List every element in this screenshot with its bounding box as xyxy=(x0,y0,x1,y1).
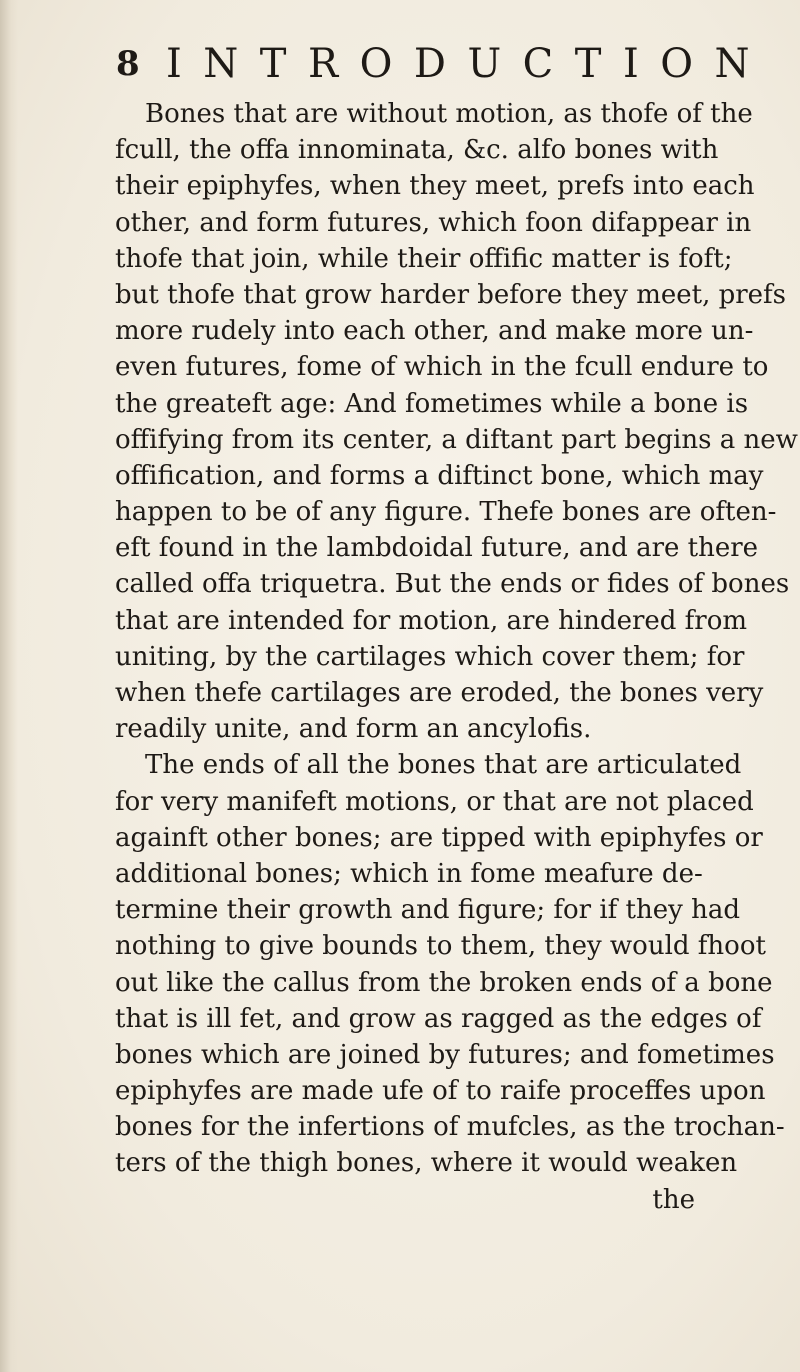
text-line: even futures, fome of which in the fcull endure to xyxy=(115,352,769,383)
text-line: bones which are joined by futures; and fometimes xyxy=(115,1039,775,1070)
text-line: their epiphyfes, when they meet, prefs into each xyxy=(115,171,755,202)
text-line: that are intended for motion, are hindered from xyxy=(115,605,748,636)
text-line: called offa triquetra. But the ends or fides of bones xyxy=(115,569,790,600)
text-line: Bones that are without motion, as thofe of the xyxy=(145,99,753,129)
catchword: the xyxy=(652,1184,695,1215)
text-line: out like the callus from the broken ends of a bone xyxy=(115,967,773,998)
text-line: fcull, the offa innominata, &c. alfo bones with xyxy=(115,135,719,166)
text-line: eft found in the lambdoidal future, and are there xyxy=(115,533,759,564)
text-line: offification, and forms a diftinct bone, which may xyxy=(115,460,764,491)
text-line: when thefe cartilages are eroded, the bones very xyxy=(115,678,764,708)
text-line: epiphyfes are made ufe of to raife proceffes upon xyxy=(115,1076,766,1107)
page-header xyxy=(116,41,772,92)
text-line: The ends of all the bones that are articulated xyxy=(145,750,742,781)
text-line: that is ill fet, and grow as ragged as the edges of xyxy=(115,1003,762,1034)
text-line: nothing to give bounds to them, they would fhoot xyxy=(115,931,766,962)
running-head: INTRODUCTION xyxy=(166,41,772,87)
text-line: additional bones; which in fome meafure de- xyxy=(115,858,703,889)
text-line: againft other bones; are tipped with epiphyfes or xyxy=(115,822,763,853)
text-line: uniting, by the cartilages which cover them; for xyxy=(115,641,745,672)
text-line: but thofe that grow harder before they meet, prefs xyxy=(115,279,787,310)
text-line: readily unite, and form an ancylofis. xyxy=(115,714,592,745)
page-gutter-shadow xyxy=(0,0,18,1372)
text-line: for very manifeft motions, or that are not placed xyxy=(115,786,754,817)
text-line: more rudely into each other, and make more un- xyxy=(115,316,754,347)
text-line: other, and form futures, which foon difappear in xyxy=(115,207,752,238)
text-line: termine their growth and figure; for if they had xyxy=(115,895,740,926)
text-line: offifying from its center, a diftant part begins a new xyxy=(115,424,798,455)
text-line: thofe that join, while their offific matter is foft; xyxy=(115,243,733,274)
page-number: 8 xyxy=(116,44,140,84)
text-line: the greateft age: And fometimes while a bone is xyxy=(115,388,749,419)
text-line: happen to be of any figure. Thefe bones are often- xyxy=(115,497,777,528)
body-text xyxy=(115,96,798,1218)
text-line: bones for the infertions of mufcles, as the trochan- xyxy=(115,1112,785,1143)
text-line: ters of the thigh bones, where it would weaken xyxy=(115,1148,738,1179)
